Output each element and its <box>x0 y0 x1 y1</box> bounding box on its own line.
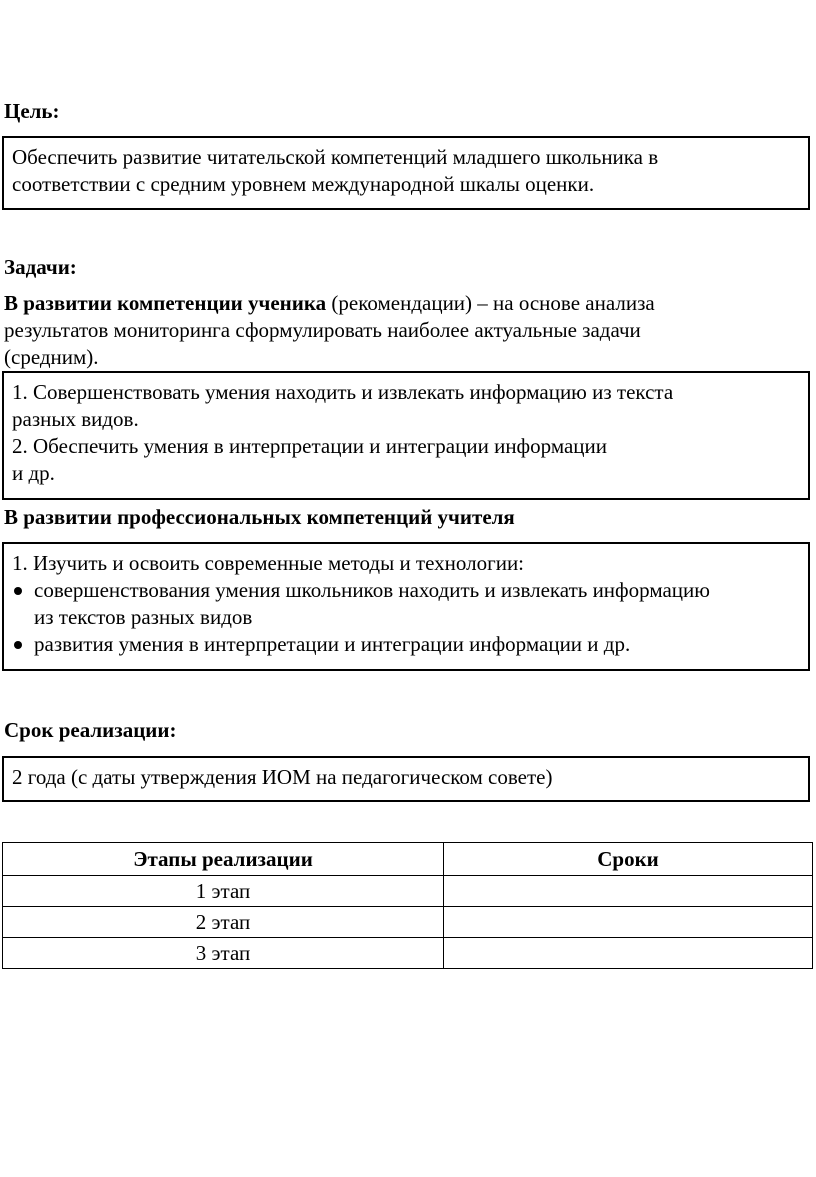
teacher-tasks-list <box>12 577 800 658</box>
student-tasks-line-3: (средним). <box>4 345 99 369</box>
teacher-tasks-heading: В развитии профессиональных компетенций учителя <box>4 505 515 529</box>
student-task-line: и др. <box>12 461 55 485</box>
student-tasks-box <box>2 371 810 500</box>
bullet-icon <box>14 641 22 649</box>
term-cell <box>444 876 813 907</box>
goal-heading: Цель: <box>4 99 60 123</box>
student-tasks-line-1 <box>4 290 810 317</box>
header-terms: Сроки <box>444 843 813 876</box>
stage-cell: 3 этап <box>3 938 444 969</box>
student-tasks-rest: (рекомендации) – на основе анализа <box>326 291 655 315</box>
bullet-icon <box>14 587 22 595</box>
table-header-row <box>3 843 813 876</box>
header-stages: Этапы реализации <box>3 843 444 876</box>
table-row <box>3 938 813 969</box>
tasks-heading: Задачи: <box>4 255 77 279</box>
teacher-tasks-intro: 1. Изучить и освоить современные методы и технологии: <box>12 551 525 575</box>
goal-text-line-1: Обеспечить развитие читательской компетенций младшего школьника в <box>12 145 659 169</box>
teacher-task-bullet <box>12 631 800 658</box>
teacher-task-bullet-1-line-1: совершенствования умения школьников находить и извлекать информацию <box>34 578 710 602</box>
stages-table <box>2 842 813 969</box>
student-task-line: 2. Обеспечить умения в интерпретации и интеграции информации <box>12 434 608 458</box>
student-tasks-label: В развитии компетенции ученика <box>4 291 327 315</box>
term-cell <box>444 938 813 969</box>
term-heading: Срок реализации: <box>4 718 177 742</box>
student-task-line: 1. Совершенствовать умения находить и извлекать информацию из текста <box>12 380 674 404</box>
term-cell <box>444 907 813 938</box>
student-task-line: разных видов. <box>12 407 139 431</box>
student-tasks-description <box>4 290 810 371</box>
goal-text-line-2: соответствии с средним уровнем международной шкалы оценки. <box>12 172 595 196</box>
student-tasks-line-2: результатов мониторинга сформулировать наиболее актуальные задачи <box>4 318 641 342</box>
stage-cell: 2 этап <box>3 907 444 938</box>
goal-box <box>2 136 810 210</box>
term-box <box>2 756 810 802</box>
teacher-task-bullet-1-line-2: из текстов разных видов <box>34 605 253 629</box>
teacher-task-bullet <box>12 577 800 631</box>
stage-cell: 1 этап <box>3 876 444 907</box>
teacher-tasks-box <box>2 542 810 671</box>
teacher-task-bullet-2: развития умения в интерпретации и интеграции информации и др. <box>34 632 631 656</box>
term-text: 2 года (с даты утверждения ИОМ на педагогическом совете) <box>12 765 553 789</box>
table-row <box>3 907 813 938</box>
table-row <box>3 876 813 907</box>
